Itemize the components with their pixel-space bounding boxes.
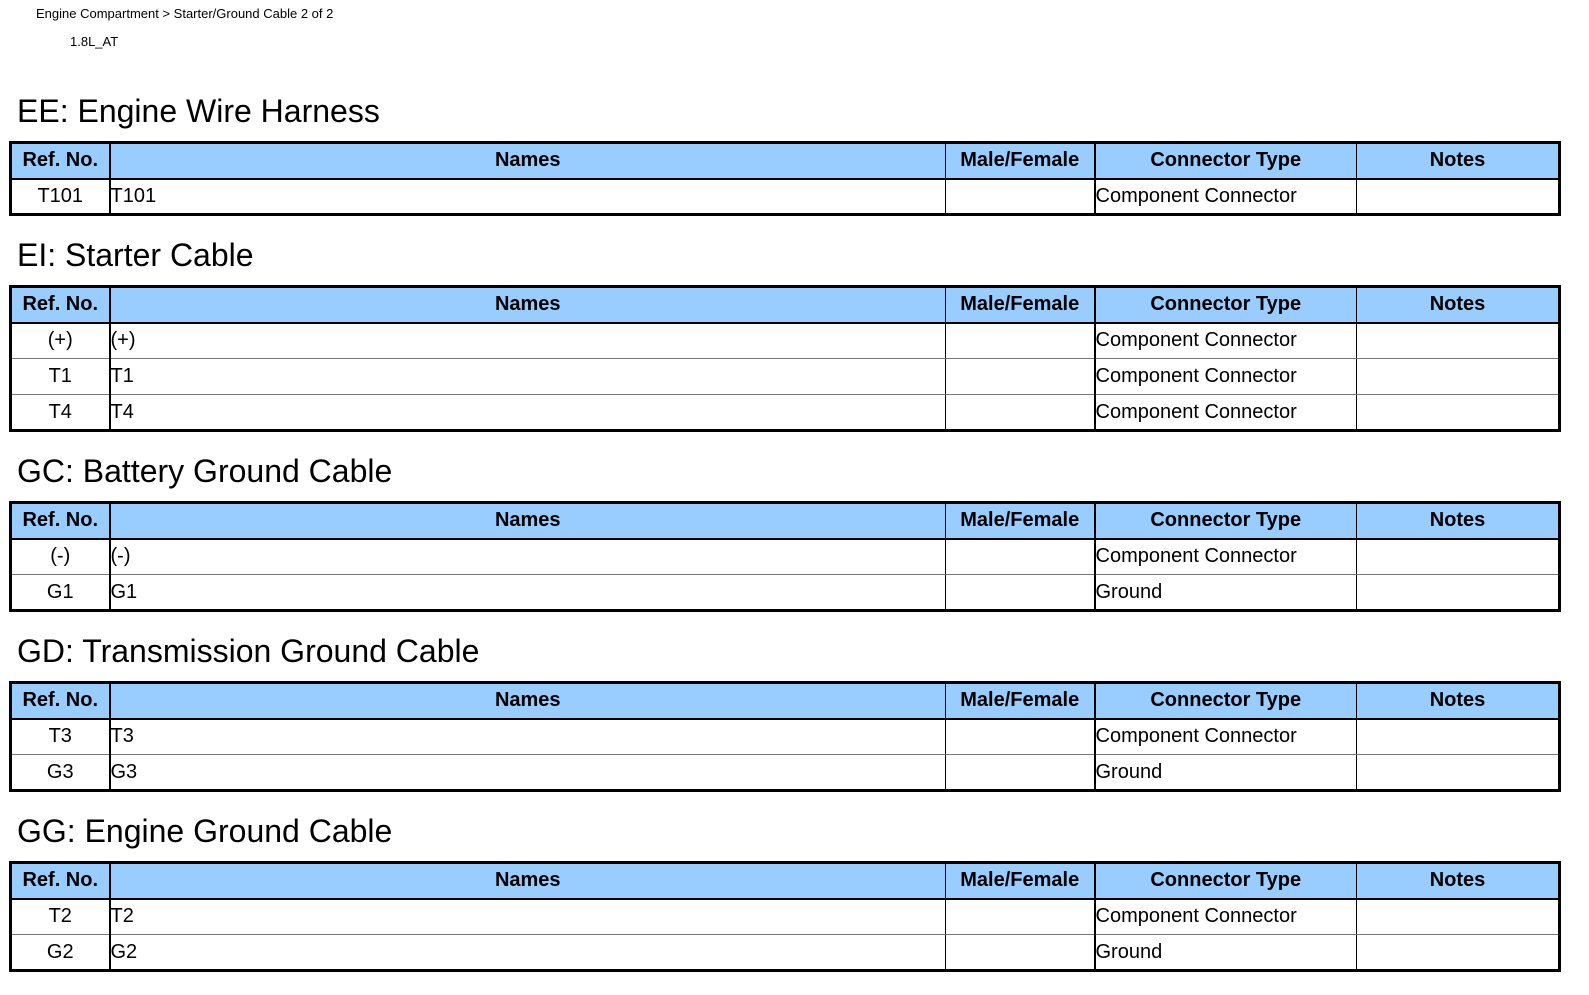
table-row xyxy=(11,359,1560,395)
table-row xyxy=(11,935,1560,971)
table-row xyxy=(11,323,1560,359)
column-header-notes: Notes xyxy=(1357,143,1560,179)
connector-type-cell: Component Connector xyxy=(1095,395,1357,431)
table-header-row xyxy=(11,683,1560,719)
breadcrumb: Engine Compartment > Starter/Ground Cable 2 of 2 xyxy=(36,6,334,21)
male-female-cell xyxy=(946,755,1095,791)
male-female-cell xyxy=(946,539,1095,575)
variant-label: 1.8L_AT xyxy=(70,34,119,49)
name-cell: T4 xyxy=(110,395,946,431)
column-header-ref: Ref. No. xyxy=(11,863,110,899)
table-row xyxy=(11,539,1560,575)
male-female-cell xyxy=(946,899,1095,935)
notes-cell xyxy=(1357,395,1560,431)
table-row xyxy=(11,755,1560,791)
column-header-male-female: Male/Female xyxy=(946,287,1095,323)
name-cell: G2 xyxy=(110,935,946,971)
male-female-cell xyxy=(946,935,1095,971)
name-cell: (+) xyxy=(110,323,946,359)
name-cell: (-) xyxy=(110,539,946,575)
column-header-ref: Ref. No. xyxy=(11,287,110,323)
notes-cell xyxy=(1357,539,1560,575)
column-header-connector-type: Connector Type xyxy=(1095,863,1357,899)
notes-cell xyxy=(1357,323,1560,359)
connector-type-cell: Component Connector xyxy=(1095,179,1357,215)
column-header-names: Names xyxy=(110,683,946,719)
table-row xyxy=(11,575,1560,611)
column-header-notes: Notes xyxy=(1357,683,1560,719)
notes-cell xyxy=(1357,755,1560,791)
notes-cell xyxy=(1357,575,1560,611)
column-header-male-female: Male/Female xyxy=(946,143,1095,179)
column-header-names: Names xyxy=(110,863,946,899)
section-title-ei: EI: Starter Cable xyxy=(17,237,254,273)
section-title-gg: GG: Engine Ground Cable xyxy=(17,813,393,849)
name-cell: G1 xyxy=(110,575,946,611)
ref-cell: T2 xyxy=(11,899,110,935)
notes-cell xyxy=(1357,935,1560,971)
connector-type-cell: Component Connector xyxy=(1095,899,1357,935)
connector-table-ei xyxy=(9,285,1561,432)
column-header-names: Names xyxy=(110,143,946,179)
notes-cell xyxy=(1357,719,1560,755)
ref-cell: T1 xyxy=(11,359,110,395)
connector-type-cell: Component Connector xyxy=(1095,323,1357,359)
male-female-cell xyxy=(946,179,1095,215)
name-cell: T1 xyxy=(110,359,946,395)
male-female-cell xyxy=(946,359,1095,395)
connector-type-cell: Ground xyxy=(1095,755,1357,791)
connector-type-cell: Component Connector xyxy=(1095,359,1357,395)
column-header-male-female: Male/Female xyxy=(946,863,1095,899)
column-header-male-female: Male/Female xyxy=(946,683,1095,719)
column-header-connector-type: Connector Type xyxy=(1095,683,1357,719)
ref-cell: T101 xyxy=(11,179,110,215)
column-header-ref: Ref. No. xyxy=(11,503,110,539)
table-header-row xyxy=(11,863,1560,899)
connector-type-cell: Component Connector xyxy=(1095,719,1357,755)
name-cell: T3 xyxy=(110,719,946,755)
column-header-ref: Ref. No. xyxy=(11,683,110,719)
table-row xyxy=(11,719,1560,755)
section-title-gc: GC: Battery Ground Cable xyxy=(17,453,393,489)
ref-cell: (-) xyxy=(11,539,110,575)
ref-cell: G3 xyxy=(11,755,110,791)
male-female-cell xyxy=(946,395,1095,431)
ref-cell: G1 xyxy=(11,575,110,611)
column-header-notes: Notes xyxy=(1357,863,1560,899)
table-row xyxy=(11,395,1560,431)
ref-cell: (+) xyxy=(11,323,110,359)
column-header-male-female: Male/Female xyxy=(946,503,1095,539)
column-header-notes: Notes xyxy=(1357,287,1560,323)
ref-cell: T4 xyxy=(11,395,110,431)
table-header-row xyxy=(11,503,1560,539)
column-header-names: Names xyxy=(110,503,946,539)
section-title-ee: EE: Engine Wire Harness xyxy=(17,93,380,129)
notes-cell xyxy=(1357,899,1560,935)
table-row xyxy=(11,179,1560,215)
column-header-connector-type: Connector Type xyxy=(1095,143,1357,179)
table-row xyxy=(11,899,1560,935)
name-cell: G3 xyxy=(110,755,946,791)
column-header-connector-type: Connector Type xyxy=(1095,503,1357,539)
column-header-notes: Notes xyxy=(1357,503,1560,539)
connector-table-gd xyxy=(9,681,1561,792)
male-female-cell xyxy=(946,575,1095,611)
connector-type-cell: Ground xyxy=(1095,935,1357,971)
notes-cell xyxy=(1357,359,1560,395)
connector-type-cell: Component Connector xyxy=(1095,539,1357,575)
table-header-row xyxy=(11,287,1560,323)
connector-type-cell: Ground xyxy=(1095,575,1357,611)
connector-table-gg xyxy=(9,861,1561,972)
column-header-ref: Ref. No. xyxy=(11,143,110,179)
table-header-row xyxy=(11,143,1560,179)
notes-cell xyxy=(1357,179,1560,215)
male-female-cell xyxy=(946,719,1095,755)
name-cell: T2 xyxy=(110,899,946,935)
ref-cell: G2 xyxy=(11,935,110,971)
column-header-connector-type: Connector Type xyxy=(1095,287,1357,323)
connector-table-gc xyxy=(9,501,1561,612)
connector-table-ee xyxy=(9,141,1561,216)
section-title-gd: GD: Transmission Ground Cable xyxy=(17,633,480,669)
ref-cell: T3 xyxy=(11,719,110,755)
male-female-cell xyxy=(946,323,1095,359)
column-header-names: Names xyxy=(110,287,946,323)
name-cell: T101 xyxy=(110,179,946,215)
